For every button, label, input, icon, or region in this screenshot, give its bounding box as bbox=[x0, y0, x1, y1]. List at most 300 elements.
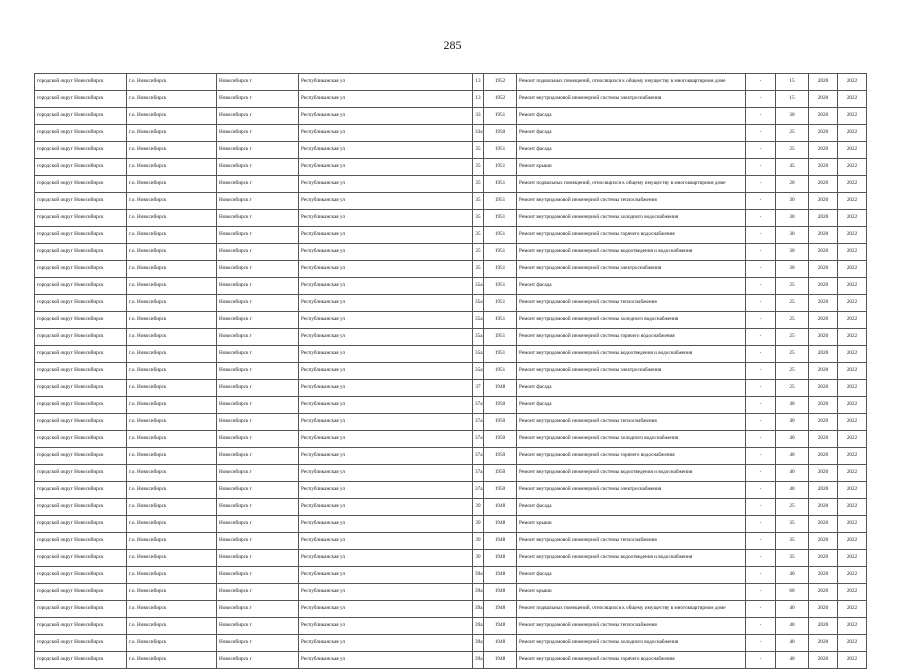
end-year-cell: 2022 bbox=[838, 346, 867, 363]
city-cell: Новосибирск г bbox=[217, 567, 299, 584]
house-number-cell: 39а bbox=[473, 652, 484, 669]
municipality-cell: городской округ Новосибирск bbox=[35, 176, 127, 193]
build-year-cell: 1951 bbox=[484, 142, 517, 159]
dash-cell: - bbox=[746, 601, 776, 618]
city-cell: Новосибирск г bbox=[217, 108, 299, 125]
cost-cell: 20 bbox=[776, 176, 809, 193]
house-number-cell: 35 bbox=[473, 193, 484, 210]
cost-cell: 25 bbox=[776, 329, 809, 346]
start-year-cell: 2020 bbox=[809, 108, 838, 125]
district-cell: г.о. Новосибирск bbox=[127, 278, 217, 295]
district-cell: г.о. Новосибирск bbox=[127, 159, 217, 176]
dash-cell: - bbox=[746, 142, 776, 159]
build-year-cell: 1951 bbox=[484, 159, 517, 176]
street-cell: Республиканская ул bbox=[299, 601, 473, 618]
work-type-cell: Ремонт внутридомовой инженерной системы холодного водоснабжения bbox=[517, 210, 746, 227]
start-year-cell: 2020 bbox=[809, 244, 838, 261]
street-cell: Республиканская ул bbox=[299, 363, 473, 380]
end-year-cell: 2022 bbox=[838, 601, 867, 618]
city-cell: Новосибирск г bbox=[217, 176, 299, 193]
work-type-cell: Ремонт внутридомовой инженерной системы электроснабжения bbox=[517, 261, 746, 278]
dash-cell: - bbox=[746, 108, 776, 125]
municipality-cell: городской округ Новосибирск bbox=[35, 244, 127, 261]
cost-cell: 15 bbox=[776, 74, 809, 91]
start-year-cell: 2020 bbox=[809, 465, 838, 482]
start-year-cell: 2020 bbox=[809, 414, 838, 431]
city-cell: Новосибирск г bbox=[217, 312, 299, 329]
city-cell: Новосибирск г bbox=[217, 210, 299, 227]
build-year-cell: 1948 bbox=[484, 567, 517, 584]
street-cell: Республиканская ул bbox=[299, 516, 473, 533]
build-year-cell: 1951 bbox=[484, 210, 517, 227]
house-number-cell: 35а bbox=[473, 278, 484, 295]
street-cell: Республиканская ул bbox=[299, 346, 473, 363]
start-year-cell: 2020 bbox=[809, 193, 838, 210]
end-year-cell: 2022 bbox=[838, 227, 867, 244]
house-number-cell: 37а bbox=[473, 397, 484, 414]
city-cell: Новосибирск г bbox=[217, 550, 299, 567]
dash-cell: - bbox=[746, 380, 776, 397]
table-row bbox=[35, 516, 867, 533]
work-type-cell: Ремонт крыши bbox=[517, 516, 746, 533]
work-type-cell: Ремонт внутридомовой инженерной системы холодного водоснабжения bbox=[517, 312, 746, 329]
build-year-cell: 1948 bbox=[484, 380, 517, 397]
work-type-cell: Ремонт внутридомовой инженерной системы водоотведения и водоснабжения bbox=[517, 465, 746, 482]
dash-cell: - bbox=[746, 278, 776, 295]
work-type-cell: Ремонт внутридомовой инженерной системы теплоснабжения bbox=[517, 533, 746, 550]
cost-cell: 40 bbox=[776, 397, 809, 414]
city-cell: Новосибирск г bbox=[217, 91, 299, 108]
dash-cell: - bbox=[746, 312, 776, 329]
dash-cell: - bbox=[746, 91, 776, 108]
end-year-cell: 2022 bbox=[838, 584, 867, 601]
city-cell: Новосибирск г bbox=[217, 125, 299, 142]
build-year-cell: 1948 bbox=[484, 550, 517, 567]
table-row bbox=[35, 448, 867, 465]
district-cell: г.о. Новосибирск bbox=[127, 652, 217, 669]
cost-cell: 25 bbox=[776, 278, 809, 295]
dash-cell: - bbox=[746, 193, 776, 210]
start-year-cell: 2020 bbox=[809, 363, 838, 380]
city-cell: Новосибирск г bbox=[217, 74, 299, 91]
street-cell: Республиканская ул bbox=[299, 210, 473, 227]
house-number-cell: 39 bbox=[473, 516, 484, 533]
work-type-cell: Ремонт крыши bbox=[517, 159, 746, 176]
end-year-cell: 2022 bbox=[838, 635, 867, 652]
start-year-cell: 2020 bbox=[809, 516, 838, 533]
house-number-cell: 35 bbox=[473, 261, 484, 278]
street-cell: Республиканская ул bbox=[299, 465, 473, 482]
start-year-cell: 2020 bbox=[809, 227, 838, 244]
house-number-cell: 35а bbox=[473, 329, 484, 346]
end-year-cell: 2022 bbox=[838, 193, 867, 210]
district-cell: г.о. Новосибирск bbox=[127, 584, 217, 601]
build-year-cell: 1948 bbox=[484, 533, 517, 550]
work-type-cell: Ремонт внутридомовой инженерной системы электроснабжения bbox=[517, 363, 746, 380]
start-year-cell: 2020 bbox=[809, 482, 838, 499]
street-cell: Республиканская ул bbox=[299, 244, 473, 261]
city-cell: Новосибирск г bbox=[217, 193, 299, 210]
end-year-cell: 2022 bbox=[838, 244, 867, 261]
table-row bbox=[35, 74, 867, 91]
build-year-cell: 1951 bbox=[484, 329, 517, 346]
city-cell: Новосибирск г bbox=[217, 431, 299, 448]
house-number-cell: 39 bbox=[473, 499, 484, 516]
build-year-cell: 1950 bbox=[484, 431, 517, 448]
municipality-cell: городской округ Новосибирск bbox=[35, 125, 127, 142]
municipality-cell: городской округ Новосибирск bbox=[35, 74, 127, 91]
end-year-cell: 2022 bbox=[838, 414, 867, 431]
dash-cell: - bbox=[746, 159, 776, 176]
start-year-cell: 2020 bbox=[809, 159, 838, 176]
start-year-cell: 2020 bbox=[809, 346, 838, 363]
street-cell: Республиканская ул bbox=[299, 159, 473, 176]
city-cell: Новосибирск г bbox=[217, 516, 299, 533]
district-cell: г.о. Новосибирск bbox=[127, 431, 217, 448]
house-number-cell: 33а bbox=[473, 125, 484, 142]
house-number-cell: 39а bbox=[473, 635, 484, 652]
end-year-cell: 2022 bbox=[838, 210, 867, 227]
city-cell: Новосибирск г bbox=[217, 601, 299, 618]
house-number-cell: 39а bbox=[473, 618, 484, 635]
street-cell: Республиканская ул bbox=[299, 91, 473, 108]
cost-cell: 40 bbox=[776, 431, 809, 448]
municipality-cell: городской округ Новосибирск bbox=[35, 652, 127, 669]
end-year-cell: 2022 bbox=[838, 74, 867, 91]
street-cell: Республиканская ул bbox=[299, 431, 473, 448]
build-year-cell: 1948 bbox=[484, 499, 517, 516]
build-year-cell: 1950 bbox=[484, 465, 517, 482]
work-type-cell: Ремонт внутридомовой инженерной системы водоотведения и водоснабжения bbox=[517, 346, 746, 363]
municipality-cell: городской округ Новосибирск bbox=[35, 193, 127, 210]
dash-cell: - bbox=[746, 397, 776, 414]
start-year-cell: 2020 bbox=[809, 601, 838, 618]
build-year-cell: 1952 bbox=[484, 91, 517, 108]
start-year-cell: 2020 bbox=[809, 210, 838, 227]
build-year-cell: 1950 bbox=[484, 397, 517, 414]
house-number-cell: 33 bbox=[473, 108, 484, 125]
house-number-cell: 37а bbox=[473, 414, 484, 431]
house-number-cell: 13 bbox=[473, 91, 484, 108]
municipality-cell: городской округ Новосибирск bbox=[35, 635, 127, 652]
start-year-cell: 2020 bbox=[809, 142, 838, 159]
work-type-cell: Ремонт внутридомовой инженерной системы горячего водоснабжения bbox=[517, 227, 746, 244]
city-cell: Новосибирск г bbox=[217, 499, 299, 516]
street-cell: Республиканская ул bbox=[299, 499, 473, 516]
build-year-cell: 1950 bbox=[484, 414, 517, 431]
cost-cell: 35 bbox=[776, 516, 809, 533]
end-year-cell: 2022 bbox=[838, 295, 867, 312]
municipality-cell: городской округ Новосибирск bbox=[35, 584, 127, 601]
district-cell: г.о. Новосибирск bbox=[127, 567, 217, 584]
dash-cell: - bbox=[746, 210, 776, 227]
build-year-cell: 1951 bbox=[484, 261, 517, 278]
cost-cell: 40 bbox=[776, 652, 809, 669]
build-year-cell: 1950 bbox=[484, 448, 517, 465]
street-cell: Республиканская ул bbox=[299, 74, 473, 91]
district-cell: г.о. Новосибирск bbox=[127, 414, 217, 431]
street-cell: Республиканская ул bbox=[299, 584, 473, 601]
work-type-cell: Ремонт фасада bbox=[517, 499, 746, 516]
city-cell: Новосибирск г bbox=[217, 397, 299, 414]
house-number-cell: 35 bbox=[473, 176, 484, 193]
district-cell: г.о. Новосибирск bbox=[127, 448, 217, 465]
start-year-cell: 2020 bbox=[809, 295, 838, 312]
build-year-cell: 1951 bbox=[484, 193, 517, 210]
build-year-cell: 1948 bbox=[484, 584, 517, 601]
municipality-cell: городской округ Новосибирск bbox=[35, 465, 127, 482]
table-row bbox=[35, 618, 867, 635]
dash-cell: - bbox=[746, 499, 776, 516]
start-year-cell: 2020 bbox=[809, 499, 838, 516]
table-row bbox=[35, 533, 867, 550]
dash-cell: - bbox=[746, 652, 776, 669]
district-cell: г.о. Новосибирск bbox=[127, 482, 217, 499]
build-year-cell: 1951 bbox=[484, 278, 517, 295]
table-row bbox=[35, 91, 867, 108]
cost-cell: 60 bbox=[776, 584, 809, 601]
end-year-cell: 2022 bbox=[838, 261, 867, 278]
start-year-cell: 2020 bbox=[809, 125, 838, 142]
house-number-cell: 37а bbox=[473, 465, 484, 482]
table-row bbox=[35, 244, 867, 261]
street-cell: Республиканская ул bbox=[299, 635, 473, 652]
district-cell: г.о. Новосибирск bbox=[127, 465, 217, 482]
build-year-cell: 1951 bbox=[484, 295, 517, 312]
table-row bbox=[35, 584, 867, 601]
cost-cell: 25 bbox=[776, 295, 809, 312]
district-cell: г.о. Новосибирск bbox=[127, 533, 217, 550]
street-cell: Республиканская ул bbox=[299, 278, 473, 295]
municipality-cell: городской округ Новосибирск bbox=[35, 618, 127, 635]
municipality-cell: городской округ Новосибирск bbox=[35, 431, 127, 448]
dash-cell: - bbox=[746, 618, 776, 635]
district-cell: г.о. Новосибирск bbox=[127, 312, 217, 329]
end-year-cell: 2022 bbox=[838, 567, 867, 584]
cost-cell: 40 bbox=[776, 482, 809, 499]
build-year-cell: 1950 bbox=[484, 482, 517, 499]
municipality-cell: городской округ Новосибирск bbox=[35, 380, 127, 397]
dash-cell: - bbox=[746, 550, 776, 567]
work-type-cell: Ремонт крыши bbox=[517, 584, 746, 601]
work-type-cell: Ремонт фасада bbox=[517, 397, 746, 414]
dash-cell: - bbox=[746, 431, 776, 448]
cost-cell: 15 bbox=[776, 91, 809, 108]
house-number-cell: 35а bbox=[473, 346, 484, 363]
district-cell: г.о. Новосибирск bbox=[127, 125, 217, 142]
municipality-cell: городской округ Новосибирск bbox=[35, 312, 127, 329]
municipality-cell: городской округ Новосибирск bbox=[35, 210, 127, 227]
city-cell: Новосибирск г bbox=[217, 227, 299, 244]
district-cell: г.о. Новосибирск bbox=[127, 601, 217, 618]
build-year-cell: 1951 bbox=[484, 227, 517, 244]
start-year-cell: 2020 bbox=[809, 550, 838, 567]
district-cell: г.о. Новосибирск bbox=[127, 550, 217, 567]
house-number-cell: 37а bbox=[473, 482, 484, 499]
work-type-cell: Ремонт внутридомовой инженерной системы холодного водоснабжения bbox=[517, 431, 746, 448]
street-cell: Республиканская ул bbox=[299, 329, 473, 346]
end-year-cell: 2022 bbox=[838, 516, 867, 533]
table-row bbox=[35, 550, 867, 567]
street-cell: Республиканская ул bbox=[299, 533, 473, 550]
table-row bbox=[35, 108, 867, 125]
dash-cell: - bbox=[746, 482, 776, 499]
start-year-cell: 2020 bbox=[809, 176, 838, 193]
table-row bbox=[35, 329, 867, 346]
table-row bbox=[35, 380, 867, 397]
page-number: 285 bbox=[443, 38, 462, 52]
house-number-cell: 35 bbox=[473, 210, 484, 227]
end-year-cell: 2022 bbox=[838, 329, 867, 346]
house-number-cell: 39 bbox=[473, 550, 484, 567]
district-cell: г.о. Новосибирск bbox=[127, 261, 217, 278]
municipality-cell: городской округ Новосибирск bbox=[35, 108, 127, 125]
house-number-cell: 13 bbox=[473, 74, 484, 91]
municipality-cell: городской округ Новосибирск bbox=[35, 278, 127, 295]
work-type-cell: Ремонт внутридомовой инженерной системы теплоснабжения bbox=[517, 295, 746, 312]
start-year-cell: 2020 bbox=[809, 448, 838, 465]
street-cell: Республиканская ул bbox=[299, 312, 473, 329]
house-number-cell: 35 bbox=[473, 159, 484, 176]
district-cell: г.о. Новосибирск bbox=[127, 329, 217, 346]
street-cell: Республиканская ул bbox=[299, 397, 473, 414]
house-number-cell: 35 bbox=[473, 142, 484, 159]
start-year-cell: 2020 bbox=[809, 91, 838, 108]
table-row bbox=[35, 295, 867, 312]
city-cell: Новосибирск г bbox=[217, 414, 299, 431]
table-row bbox=[35, 482, 867, 499]
table-row bbox=[35, 193, 867, 210]
city-cell: Новосибирск г bbox=[217, 448, 299, 465]
city-cell: Новосибирск г bbox=[217, 584, 299, 601]
cost-cell: 30 bbox=[776, 193, 809, 210]
district-cell: г.о. Новосибирск bbox=[127, 108, 217, 125]
table-row bbox=[35, 261, 867, 278]
table-row bbox=[35, 397, 867, 414]
build-year-cell: 1952 bbox=[484, 74, 517, 91]
build-year-cell: 1948 bbox=[484, 635, 517, 652]
end-year-cell: 2022 bbox=[838, 108, 867, 125]
start-year-cell: 2020 bbox=[809, 312, 838, 329]
end-year-cell: 2022 bbox=[838, 380, 867, 397]
work-type-cell: Ремонт внутридомовой инженерной системы электроснабжения bbox=[517, 91, 746, 108]
municipality-cell: городской округ Новосибирск bbox=[35, 414, 127, 431]
cost-cell: 25 bbox=[776, 312, 809, 329]
district-cell: г.о. Новосибирск bbox=[127, 618, 217, 635]
municipality-cell: городской округ Новосибирск bbox=[35, 329, 127, 346]
end-year-cell: 2022 bbox=[838, 448, 867, 465]
cost-cell: 35 bbox=[776, 533, 809, 550]
table-row bbox=[35, 346, 867, 363]
district-cell: г.о. Новосибирск bbox=[127, 210, 217, 227]
table-row bbox=[35, 125, 867, 142]
dash-cell: - bbox=[746, 414, 776, 431]
start-year-cell: 2020 bbox=[809, 380, 838, 397]
dash-cell: - bbox=[746, 533, 776, 550]
end-year-cell: 2022 bbox=[838, 91, 867, 108]
table-row bbox=[35, 601, 867, 618]
street-cell: Республиканская ул bbox=[299, 448, 473, 465]
table-row bbox=[35, 278, 867, 295]
house-number-cell: 35 bbox=[473, 227, 484, 244]
cost-cell: 40 bbox=[776, 618, 809, 635]
municipality-cell: городской округ Новосибирск bbox=[35, 550, 127, 567]
start-year-cell: 2020 bbox=[809, 431, 838, 448]
city-cell: Новосибирск г bbox=[217, 482, 299, 499]
municipality-cell: городской округ Новосибирск bbox=[35, 516, 127, 533]
house-number-cell: 39 bbox=[473, 533, 484, 550]
cost-cell: 25 bbox=[776, 346, 809, 363]
district-cell: г.о. Новосибирск bbox=[127, 295, 217, 312]
city-cell: Новосибирск г bbox=[217, 329, 299, 346]
work-type-cell: Ремонт внутридомовой инженерной системы теплоснабжения bbox=[517, 618, 746, 635]
city-cell: Новосибирск г bbox=[217, 652, 299, 669]
dash-cell: - bbox=[746, 448, 776, 465]
district-cell: г.о. Новосибирск bbox=[127, 176, 217, 193]
table-row bbox=[35, 227, 867, 244]
end-year-cell: 2022 bbox=[838, 312, 867, 329]
district-cell: г.о. Новосибирск bbox=[127, 91, 217, 108]
district-cell: г.о. Новосибирск bbox=[127, 244, 217, 261]
cost-cell: 30 bbox=[776, 244, 809, 261]
work-type-cell: Ремонт фасада bbox=[517, 142, 746, 159]
end-year-cell: 2022 bbox=[838, 499, 867, 516]
table-row bbox=[35, 465, 867, 482]
start-year-cell: 2020 bbox=[809, 278, 838, 295]
end-year-cell: 2022 bbox=[838, 363, 867, 380]
end-year-cell: 2022 bbox=[838, 397, 867, 414]
municipality-cell: городской округ Новосибирск bbox=[35, 533, 127, 550]
street-cell: Республиканская ул bbox=[299, 261, 473, 278]
district-cell: г.о. Новосибирск bbox=[127, 193, 217, 210]
street-cell: Республиканская ул bbox=[299, 295, 473, 312]
city-cell: Новосибирск г bbox=[217, 380, 299, 397]
cost-cell: 40 bbox=[776, 601, 809, 618]
city-cell: Новосибирск г bbox=[217, 244, 299, 261]
municipality-cell: городской округ Новосибирск bbox=[35, 142, 127, 159]
table-row bbox=[35, 363, 867, 380]
city-cell: Новосибирск г bbox=[217, 618, 299, 635]
build-year-cell: 1951 bbox=[484, 346, 517, 363]
cost-cell: 30 bbox=[776, 261, 809, 278]
district-cell: г.о. Новосибирск bbox=[127, 499, 217, 516]
dash-cell: - bbox=[746, 261, 776, 278]
street-cell: Республиканская ул bbox=[299, 652, 473, 669]
end-year-cell: 2022 bbox=[838, 176, 867, 193]
street-cell: Республиканская ул bbox=[299, 176, 473, 193]
table-row bbox=[35, 431, 867, 448]
street-cell: Республиканская ул bbox=[299, 567, 473, 584]
district-cell: г.о. Новосибирск bbox=[127, 397, 217, 414]
end-year-cell: 2022 bbox=[838, 618, 867, 635]
work-type-cell: Ремонт фасада bbox=[517, 125, 746, 142]
table-row bbox=[35, 159, 867, 176]
house-number-cell: 35 bbox=[473, 244, 484, 261]
build-year-cell: 1951 bbox=[484, 312, 517, 329]
build-year-cell: 1951 bbox=[484, 108, 517, 125]
municipality-cell: городской округ Новосибирск bbox=[35, 91, 127, 108]
street-cell: Республиканская ул bbox=[299, 227, 473, 244]
street-cell: Республиканская ул bbox=[299, 414, 473, 431]
street-cell: Республиканская ул bbox=[299, 482, 473, 499]
work-type-cell: Ремонт фасада bbox=[517, 108, 746, 125]
district-cell: г.о. Новосибирск bbox=[127, 227, 217, 244]
street-cell: Республиканская ул bbox=[299, 108, 473, 125]
cost-cell: 30 bbox=[776, 210, 809, 227]
end-year-cell: 2022 bbox=[838, 142, 867, 159]
cost-cell: 25 bbox=[776, 499, 809, 516]
work-type-cell: Ремонт внутридомовой инженерной системы горячего водоснабжения bbox=[517, 448, 746, 465]
